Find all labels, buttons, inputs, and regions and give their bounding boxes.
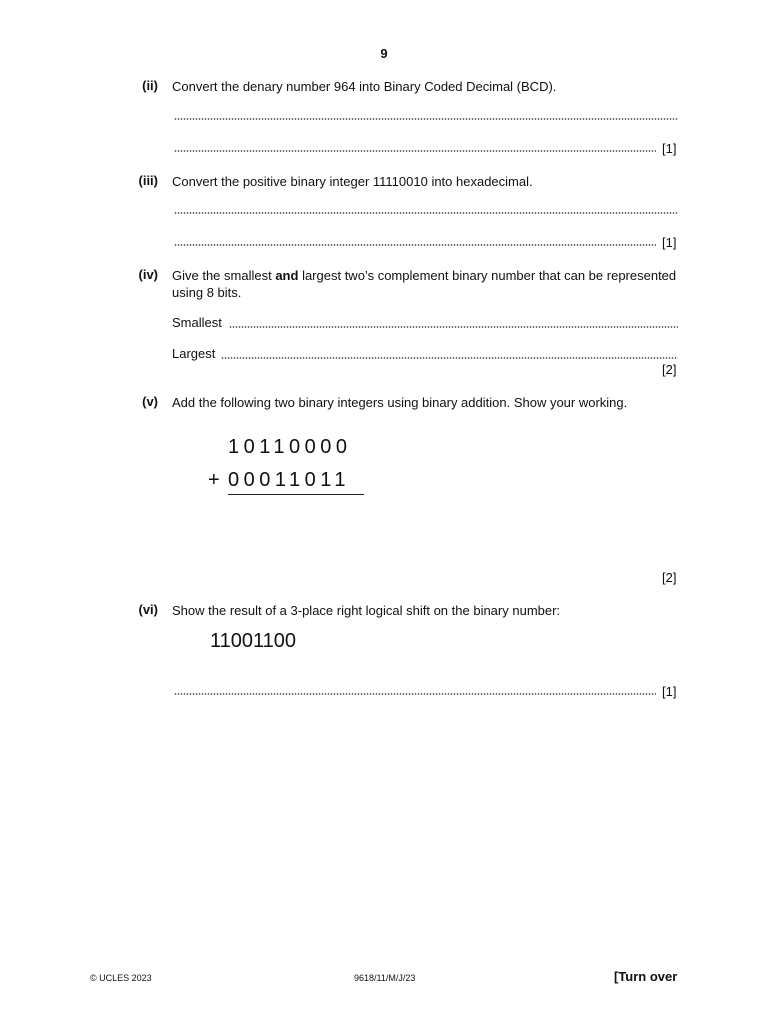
mark-v: [2]: [662, 570, 677, 585]
question-number-vi: (vi): [138, 602, 158, 617]
mark-vi: [1]: [662, 684, 677, 699]
question-text-ii: Convert the denary number 964 into Binary Coded Decimal (BCD).: [172, 79, 557, 94]
binary-value: 11001100: [210, 630, 297, 652]
smallest-label: Smallest: [172, 315, 222, 330]
mark-iii: [1]: [662, 235, 677, 250]
question-text-iv-line2: using 8 bits.: [172, 285, 242, 300]
question-text-iv: Give the smallest and largest two’s complement binary number that can be represented: [172, 268, 677, 283]
question-text-v: Add the following two binary integers using binary addition. Show your working.: [172, 395, 628, 410]
binary-operand-1: 10110000: [228, 436, 352, 458]
answer-line[interactable]: [174, 212, 678, 214]
answer-line[interactable]: [174, 118, 678, 120]
largest-label: Largest: [172, 346, 216, 361]
largest-answer-line[interactable]: [221, 357, 678, 359]
answer-line[interactable]: [174, 693, 656, 695]
question-text-iii: Convert the positive binary integer 11110010 into hexadecimal.: [172, 174, 533, 189]
question-number-v: (v): [142, 394, 158, 409]
plus-sign: +: [208, 469, 220, 491]
answer-line[interactable]: [174, 150, 656, 152]
question-text-vi: Show the result of a 3-place right logical shift on the binary number:: [172, 603, 561, 618]
smallest-answer-line[interactable]: [229, 326, 678, 328]
mark-ii: [1]: [662, 141, 677, 156]
question-number-iv: (iv): [138, 267, 158, 282]
sum-underline: [228, 494, 364, 495]
question-number-ii: (ii): [142, 78, 158, 93]
paper-code: 9618/11/M/J/23: [354, 973, 416, 983]
mark-iv: [2]: [662, 362, 677, 377]
turn-over: [Turn over: [614, 969, 678, 984]
binary-operand-2: 00011011: [228, 469, 351, 491]
answer-line[interactable]: [174, 244, 656, 246]
copyright: © UCLES 2023: [90, 973, 152, 983]
page-number: 9: [380, 46, 388, 61]
question-number-iii: (iii): [138, 173, 158, 188]
